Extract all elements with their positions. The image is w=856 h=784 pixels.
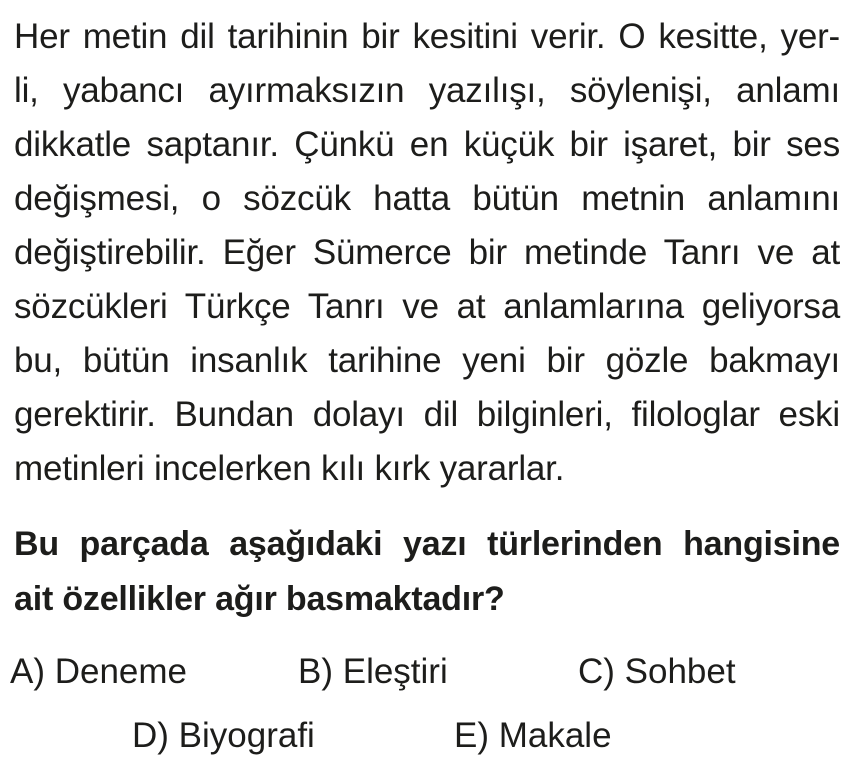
answer-options-row-2	[14, 708, 840, 763]
option-d[interactable]: D) Biyografi	[132, 716, 315, 755]
passage-line: bu, bütün insanlık tarihine yeni bir gözle bakmayı	[14, 341, 840, 380]
passage-line: metinleri incelerken kılı kırk yararlar.	[14, 449, 565, 488]
passage-line: dikkatle saptanır. Çünkü en küçük bir işaret, bir ses	[14, 125, 840, 164]
option-e[interactable]: E) Makale	[454, 716, 612, 755]
passage-line: li, yabancı ayırmaksızın yazılışı, söylenişi, anlamı	[14, 71, 840, 110]
question-text-line-2: ait özellikler ağır basmaktadır?	[14, 580, 505, 618]
passage-line: değiştirebilir. Eğer Sümerce bir metinde Tanrı ve at	[14, 233, 840, 272]
passage-line: değişmesi, o sözcük hatta bütün metnin anlamını	[14, 179, 840, 218]
option-b[interactable]: B) Eleştiri	[298, 652, 448, 691]
passage-line: sözcükleri Türkçe Tanrı ve at anlamlarına geliyorsa	[14, 287, 840, 326]
question-text-line-1: Bu parçada aşağıdaki yazı türlerinden hangisine	[14, 525, 840, 563]
option-c[interactable]: C) Sohbet	[578, 652, 736, 691]
passage-line: Her metin dil tarihinin bir kesitini verir. O kesitte, yer-	[14, 17, 840, 56]
question-passage	[14, 10, 840, 496]
option-a[interactable]: A) Deneme	[10, 652, 188, 691]
answer-options-row-1	[10, 644, 840, 699]
passage-line: gerektirir. Bundan dolayı dil bilginleri, filologlar eski	[14, 395, 840, 434]
question-stem	[14, 517, 840, 627]
